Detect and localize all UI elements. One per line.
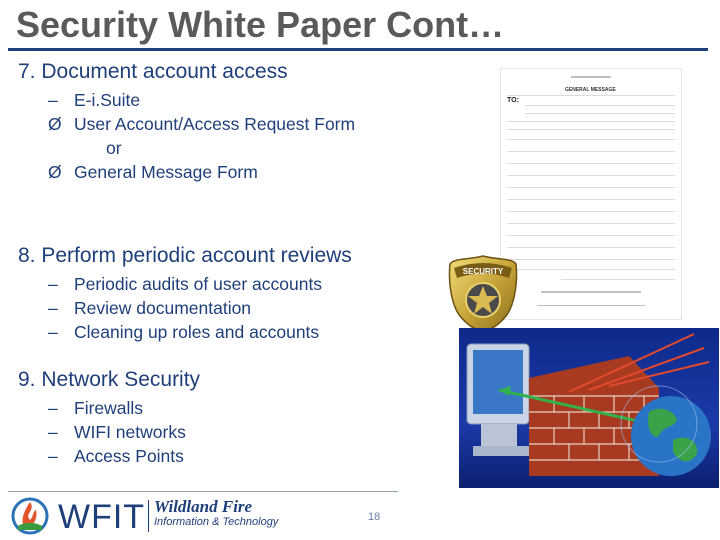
page-title: Security White Paper Cont…: [16, 4, 505, 45]
list-item: – Review documentation: [48, 298, 252, 318]
title-divider: [8, 48, 708, 51]
section-document-account-access: [18, 60, 355, 184]
general-message-form-thumbnail: [500, 68, 682, 320]
list-item: – Periodic audits of user accounts: [48, 274, 323, 294]
list-item: – Firewalls: [48, 398, 144, 418]
security-badge-icon: [446, 254, 520, 334]
bullet-dash: –: [48, 322, 58, 342]
badge-label: SECURITY: [462, 267, 504, 276]
logo-separator: [148, 500, 149, 532]
section-list: [18, 88, 355, 184]
logo-tagline-1: Wildland Fire: [154, 497, 253, 516]
wildfire-logo-icon: [10, 496, 50, 536]
section-heading: 7. Document account access: [18, 60, 288, 83]
section-heading: 8. Perform periodic account reviews: [18, 244, 352, 267]
section-list: [18, 396, 200, 468]
bullet-dash: –: [48, 398, 58, 418]
list-item: or: [106, 138, 122, 158]
bullet-dash: –: [48, 274, 58, 294]
form-to-label: TO:: [507, 97, 519, 104]
list-item: – Cleaning up roles and accounts: [48, 322, 320, 342]
bullet-dash: –: [48, 298, 58, 318]
firewall-globe-icon: [459, 328, 719, 488]
page-number: 18: [368, 511, 381, 523]
section-list: [18, 272, 352, 344]
list-item: – Access Points: [48, 446, 184, 466]
section-network-security: [18, 368, 200, 468]
form-title: GENERAL MESSAGE: [565, 87, 616, 93]
bullet-dash: –: [48, 422, 58, 442]
arrow-bullet-icon: Ø: [48, 162, 62, 182]
bullet-dash: –: [48, 90, 58, 110]
logo-tagline-2: Information & Technology: [154, 516, 279, 528]
footer-divider: [8, 491, 398, 492]
bullet-dash: –: [48, 446, 58, 466]
list-item: Ø User Account/Access Request Form: [48, 114, 356, 134]
list-item: – E-i.Suite: [48, 90, 141, 110]
arrow-bullet-icon: Ø: [48, 114, 62, 134]
wfit-logo: [8, 494, 279, 536]
logo-wordmark: WFIT: [58, 498, 146, 536]
list-item: – WIFI networks: [48, 422, 186, 442]
section-account-reviews: [18, 244, 352, 344]
list-item: Ø General Message Form: [48, 162, 258, 182]
section-heading: 9. Network Security: [18, 368, 201, 391]
